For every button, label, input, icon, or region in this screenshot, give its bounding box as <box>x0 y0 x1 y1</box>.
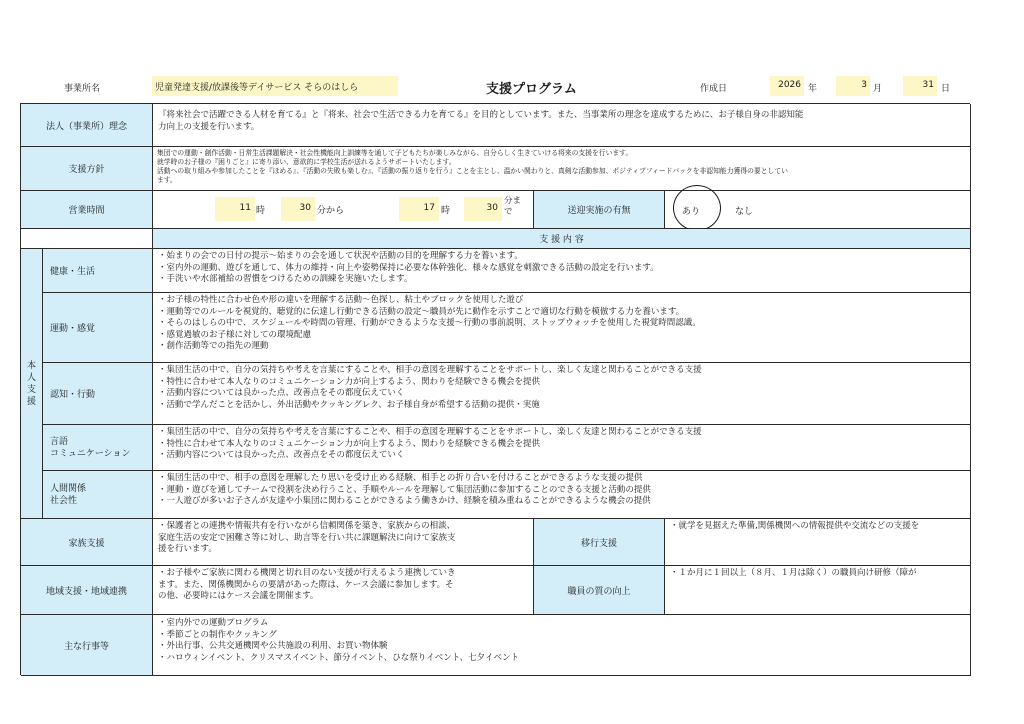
health-life-text[interactable]: ・始まりの会での日付の提示〜始まりの会を通して状況や活動の目的を理解する力を養います。 ・室内外の運動、遊びを通して、体力の維持・向上や姿勢保持に必要な体幹強化、様々な感覚を刺激できる活動の設定を行います。 ・手洗いや水部補給の習慣をつけるための訓練を実施いたします。 <box>153 249 971 293</box>
created-month[interactable]: 3 <box>836 76 870 96</box>
main-events-text[interactable]: ・室内外での運動プログラム ・季節ごとの制作やクッキング ・外出行事、公共交通機関や公共施設の利用、お買い物体験 ・ハロウィンイベント、クリスマスイベント、節分イベント、ひな祭りイベント、七夕イベント <box>153 615 971 676</box>
start-hour[interactable]: 11 <box>215 197 255 221</box>
month-unit: 月 <box>873 84 883 94</box>
philosophy-label: 法人（事業所）理念 <box>21 104 153 147</box>
support-program-table <box>20 103 970 675</box>
created-day[interactable]: 31 <box>903 76 937 96</box>
community-support-text[interactable]: ・お子様やご家族に関わる機関と切れ目のない支援が行えるよう連携していき ます。また、関係機関からの要請があった際は、ケース会議に参加します。そ の他、必要時にはケース会議を開催ます。 <box>153 566 534 615</box>
created-year[interactable]: 2026 <box>770 76 804 96</box>
transition-support-text[interactable]: ・就学を見据えた準備,関係機関への情報提供や交流などの支援を <box>665 519 971 566</box>
language-communication-label: 言語 コミュニケーション <box>43 425 153 471</box>
transport-yes-option[interactable]: あり <box>682 207 701 217</box>
relationships-sociality-label: 人間関係 社会性 <box>43 471 153 519</box>
staff-quality-text[interactable]: ・１か月に１回以上（８月、１月は除く）の職員向け研修（障が <box>665 566 971 615</box>
cognition-behavior-text[interactable]: ・集団生活の中で、自分の気持ちや考えを言葉にすることや、相手の意図を理解することをサポートし、楽しく友達と関わることができる支援 ・特性に合わせて本人なりのコミュニケーション力が向上するよう、関わりを経験できる機会を提供 ・活動内容については良かった点、改善点をその都度伝えていく ・活動で学んだことを活かし、外出活動やクッキングレク、お子様自身が希望する活動の提供・実施 <box>153 363 971 425</box>
selected-circle-icon <box>673 185 721 231</box>
support-content-header: 支 援 内 容 <box>153 229 971 249</box>
hour-unit-1: 時 <box>256 206 266 216</box>
from-unit: 分から <box>317 206 345 216</box>
philosophy-text[interactable]: 『将来社会で活躍できる人材を育てる』と『将来、社会で生活できる力を育てる』を目的としています。また、当事業所の理念を達成するために、お子様自身の非認知能 力向上の支援を行います。 <box>153 104 971 147</box>
transition-support-label: 移行支援 <box>534 519 665 566</box>
transport-cell <box>665 191 971 229</box>
hours-label: 営業時間 <box>21 191 153 229</box>
family-support-label: 家族支援 <box>21 519 153 566</box>
year-unit: 年 <box>808 84 818 94</box>
motor-sensory-text[interactable]: ・お子様の特性に合わせ色や形の違いを理解する活動〜色探し、粘土やブロックを使用した遊び ・運動等でのルールを視覚的、聴覚的に伝達し行動できる活動の設定〜職員が先に動作を示すことで適切な行動を模倣する力を養います。 ・そらのはしらの中で、スケジュールや時間の管理、行動ができるような支援〜行動の事前説明、ストップウォッチを使用した視覚時間認識。 ・感覚過敏のお子様に対しての環境配慮 ・創作活動等での指先の運動 <box>153 293 971 363</box>
hours-cell <box>153 191 534 229</box>
personal-support-label: 本 人 支 援 <box>21 249 43 519</box>
health-life-label: 健康・生活 <box>43 249 153 293</box>
created-date-label: 作成日 <box>700 84 728 94</box>
language-communication-text[interactable]: ・集団生活の中で、自分の気持ちや考えを言葉にすることや、相手の意図を理解することをサポートし、楽しく友達と関わることができる支援 ・特性に合わせて本人なりのコミュニケーション力が向上するよう、関わりを経験できる機会を提供 ・活動内容については良かった点、改善点をその都度伝えていく <box>153 425 971 471</box>
motor-sensory-label: 運動・感覚 <box>43 293 153 363</box>
office-name[interactable]: 児童発達支援/放課後等デイサービス そらのはしら <box>152 76 398 96</box>
transport-no-option[interactable]: なし <box>735 207 754 217</box>
policy-text[interactable]: 集団での運動・創作活動・日常生活課題解決・社会性機能向上訓練等を通して子どもたちが楽しみながら、自分らしく生きていける将来の支援を行います。 就学時のお子様の『困りごと』に寄り添い、意欲的に学校生活が送れるようサポートいたします。 活動への取り組みや参加したことを『ほめる』、『活動の失敗も楽しむ』、『活動の振り返りを行う』ことを主とし、温かい関わりと、真剣な活動参加、ポジティブフィードバックを非認知能力獲得の要としてい ます。 <box>153 147 971 191</box>
until-unit: 分ま で <box>504 196 522 217</box>
hour-unit-2: 時 <box>441 206 451 216</box>
staff-quality-label: 職員の質の向上 <box>534 566 665 615</box>
main-events-label: 主な行事等 <box>21 615 153 676</box>
page-title: 支援プログラム <box>486 82 577 97</box>
start-minute[interactable]: 30 <box>281 197 315 221</box>
cognition-behavior-label: 認知・行動 <box>43 363 153 425</box>
transport-label: 送迎実施の有無 <box>534 191 665 229</box>
family-support-text[interactable]: ・保護者との連携や情報共有を行いながら信頼関係を築き、家族からの相談、 家庭生活の安定で困難さ等に対し、助言等を行い共に課題解決に向けて家族支 援を行います。 <box>153 519 534 566</box>
end-hour[interactable]: 17 <box>399 197 439 221</box>
end-minute[interactable]: 30 <box>464 197 502 221</box>
office-label: 事業所名 <box>64 84 101 94</box>
support-header-spacer <box>21 229 153 249</box>
day-unit: 日 <box>941 84 951 94</box>
community-support-label: 地域支援・地域連携 <box>21 566 153 615</box>
policy-label: 支援方針 <box>21 147 153 191</box>
relationships-sociality-text[interactable]: ・集団生活の中で、相手の意図を理解したり思いを受け止める経験、相手との折り合いを付けることができるような支援の提供 ・運動・遊びを通してチームで役割を決め行うこと、手順やルールを理解して集団活動に参加することのできる支援と活動の提供 ・一人遊びが多いお子さんが友達や小集団に関わることができるよう働きかけ、経験を積み重ねることができるような機会の提供 <box>153 471 971 519</box>
